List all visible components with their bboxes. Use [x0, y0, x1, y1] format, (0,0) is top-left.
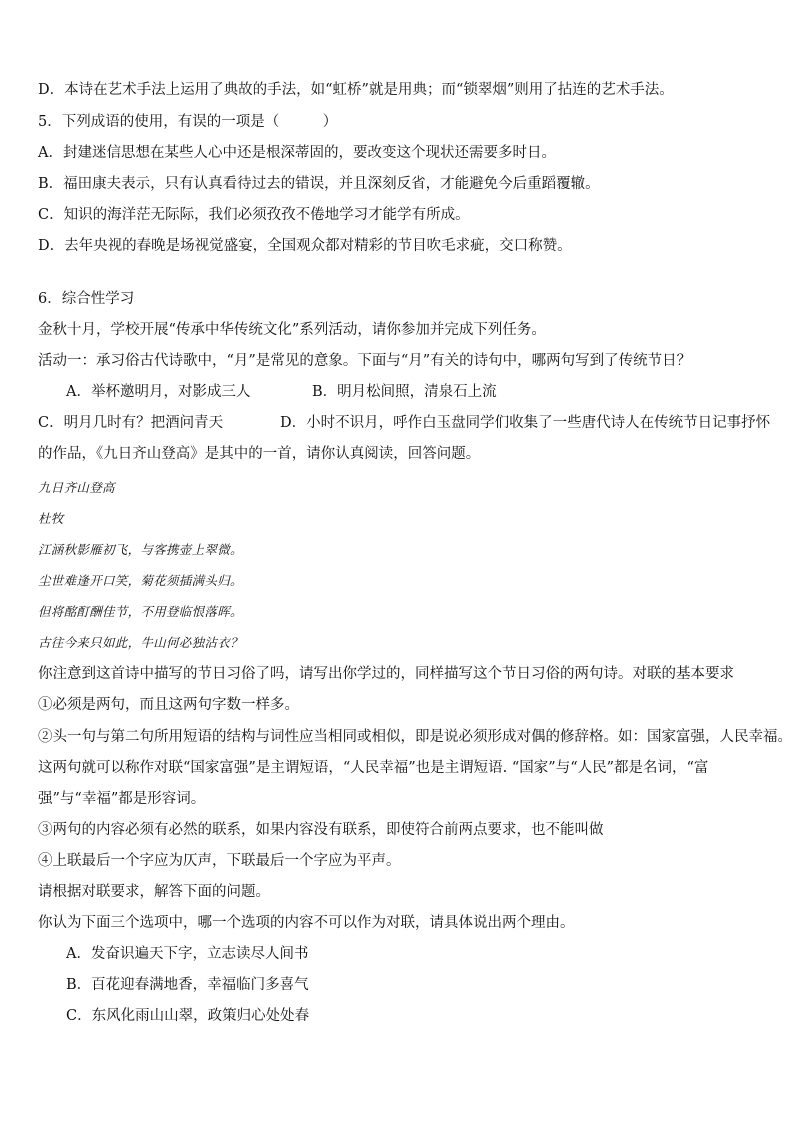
couplet-rule: 强”与“幸福”都是形容词。 — [38, 791, 206, 807]
q5-option-d: D．去年央视的春晚是场视觉盛宴，全国观众都对精彩的节目吹毛求疵，交口称赞。 — [38, 238, 572, 254]
choice-a: A．举杯邀明月，对影成三人 — [66, 384, 251, 400]
poem-author: 杜牧 — [38, 511, 64, 526]
poem-line: 尘世难逢开口笑，菊花须插满头归。 — [38, 573, 243, 588]
couplet-rule: ④上联最后一个字应为仄声，下联最后一个字应为平声。 — [38, 853, 401, 869]
couplet-rule: ②头一句与第二句所用短语的结构与词性应当相同或相似，即是说必须形成对偶的修辞格。如：国家富强，人民幸福。 — [38, 729, 792, 745]
q6-intro: 金秋十月，学校开展“传承中华传统文化”系列活动，请你参加并完成下列任务。 — [38, 322, 546, 338]
q6-choice-d-continued: 的作品，《九日齐山登高》是其中的一首，请你认真阅读，回答问题。 — [38, 446, 481, 462]
poem-line: 江涵秋影雁初飞，与客携壶上翠微。 — [38, 542, 243, 557]
q6-choices-ab — [66, 382, 776, 402]
choice-c: C．明月几时有？把酒问青天 — [38, 415, 224, 431]
q6-activity1: 活动一：承习俗古代诗歌中，“月”是常见的意象。下面与“月”有关的诗句中，哪两句写到了传统节日？ — [38, 353, 692, 369]
couplet-option-b: B．百花迎春满地香，幸福临门多喜气 — [66, 977, 309, 993]
couplet-option-c: C．东风化雨山山翠，政策归心处处春 — [66, 1008, 310, 1024]
poem-title: 九日齐山登高 — [38, 480, 115, 495]
couplet-rule: ①必须是两句，而且这两句字数一样多。 — [38, 697, 299, 713]
q6-task: 你注意到这首诗中描写的节日习俗了吗，请写出你学过的，同样描写这个节日习俗的两句诗。对联的基本要求 — [38, 666, 734, 682]
q5-option-b: B．福田康夫表示，只有认真看待过去的错误，并且深刻反省，才能避免今后重蹈覆辙。 — [38, 176, 600, 192]
couplet-option-a: A．发奋识遍天下字，立志读尽人间书 — [66, 946, 309, 962]
q6-choices-cd — [38, 413, 776, 433]
q4-option-d: D．本诗在艺术手法上运用了典故的手法，如“虹桥”就是用典；而“锁翠烟”则用了拈连的艺术手法。 — [38, 82, 674, 98]
couplet-rule: ③两句的内容必须有必然的联系，如果内容没有联系，即使符合前两点要求，也不能叫做 — [38, 822, 604, 838]
q5-option-c: C．知识的海洋茫无际际，我们必须孜孜不倦地学习才能学有所成。 — [38, 207, 470, 223]
q5-option-a: A．封建迷信思想在某些人心中还是根深蒂固的，要改变这个现状还需要多时日。 — [38, 145, 556, 161]
q6-question: 你认为下面三个选项中，哪一个选项的内容不可以作为对联，请具体说出两个理由。 — [38, 915, 575, 931]
q5-stem: 5．下列成语的使用，有误的一项是（ ） — [38, 114, 338, 130]
poem-line: 但将酩酊酬佳节，不用登临恨落晖。 — [38, 604, 243, 619]
poem-line: 古往今来只如此，牛山何必独沾衣？ — [38, 635, 243, 650]
q6-title: 6．综合性学习 — [38, 291, 135, 307]
q6-instruction: 请根据对联要求，解答下面的问题。 — [38, 884, 270, 900]
choice-b: B．明月松间照，清泉石上流 — [312, 384, 497, 400]
choice-d: D．小时不识月，呼作白玉盘同学们收集了一些唐代诗人在传统节日记事抒怀 — [280, 415, 771, 431]
couplet-rule: 这两句就可以称作对联“国家富强”是主谓短语，“人民幸福”也是主谓短语. “国家”与“人民”都是名词，“富 — [38, 760, 709, 776]
